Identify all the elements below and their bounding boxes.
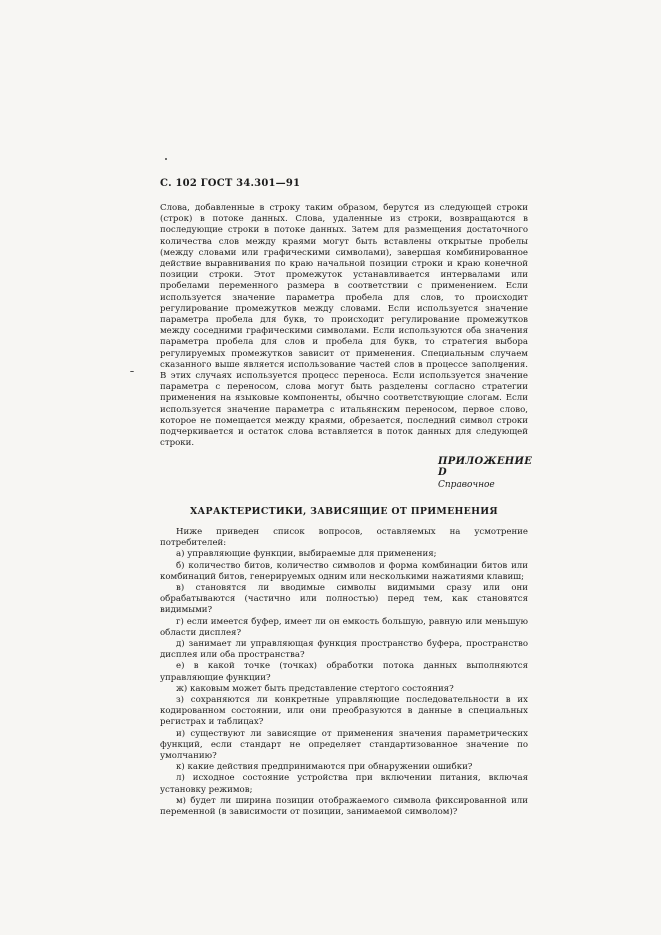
list-item: г) если имеется буфер, имеет ли он емкость большую, равную или меньшую области дисплея? (160, 616, 528, 638)
list-item: л) исходное состояние устройства при включении питания, включая установку режимов; (160, 773, 528, 795)
body-paragraph (160, 203, 528, 449)
list-item: з) сохраняются ли конкретные управляющие последовательности в их кодированном состоянии, или они преобразуются в данные в специальных регистрах и таблицах? (160, 695, 528, 728)
list-item: и) существуют ли зависящие от применения значения параметрических функций, если стандарт не определяет стандартизованное значение по умолчанию? (160, 728, 528, 762)
body-text: Слова, добавленные в строку таким образом, берутся из следующей строки (строк) в потоке данных. Слова, удаленные из строки, возвращаются в последующие строки в потоке данных. Затем для размещения достаточного количества слов между краями могут быть вставлены открытые пробелы (между словами или графическими символами), завершая комбинированное действие выравнивания по краю начальной позиции строки и краю конечной позиции строки. Этот промежуток устанавливается интервалами или пробелами переменного размера в соответствии с применением. Если используется значение параметра пробела для слов, то происходит регулирование промежутков между словами. Если используется значение параметра пробела для букв, то происходит регулирование промежутков между соседними графическими символами. Если используются оба значения параметра пробела для слов и пробела для букв, то стратегия выбора регулируемых промежутков зависит от применения. Специальным случаем сказанного выше является использование частей слов в процессе заполнения. В этих случаях используется процесс переноса. Если используется значение параметра с переносом, слова могут быть разделены согласно стратегии применения на языковые компоненты, обычно соответствующие слогам. Если используется значение параметра с итальянским переносом, первое слово, которое не помещается между краями, обрезается, последний символ строки подчеркивается и остаток слова вставляется в поток данных для следующей строки. (160, 203, 528, 449)
section-title: ХАРАКТЕРИСТИКИ, ЗАВИСЯЩИЕ ОТ ПРИМЕНЕНИЯ (189, 506, 499, 517)
list-intro: Ниже приведен список вопросов, оставляемых на усмотрение потребителей: (160, 527, 528, 549)
list-item: а) управляющие функции, выбираемые для применения; (176, 549, 437, 560)
appendix-title: ПРИЛОЖЕНИЕ D (438, 456, 533, 478)
list-item: д) занимает ли управляющая функция пространство буфера, пространство дисплея или оба пространства? (160, 639, 528, 661)
scan-speck (130, 371, 134, 372)
list-item: е) в какой точке (точках) обработки потока данных выполняются управляющие функции? (160, 661, 528, 683)
scan-speck (165, 158, 167, 160)
list-item: б) количество битов, количество символов и форма комбинации битов или комбинаций битов, генерируемых одним или несколькими нажатиями клавиш; (160, 560, 528, 582)
page-header: С. 102 ГОСТ 34.301—91 (160, 178, 301, 189)
list-item: к) какие действия предпринимаются при обнаружении ошибки? (176, 762, 473, 773)
appendix-heading (438, 456, 538, 490)
list-item: м) будет ли ширина позиции отображаемого символа фиксированной или переменной (в зависимости от позиции, занимаемой символом)? (160, 795, 528, 818)
list-item: в) становятся ли вводимые символы видимыми сразу или они обрабатываются (частично или полностью) перед тем, как становятся видимыми? (160, 583, 528, 616)
list-item: ж) каковым может быть представление стертого состояния? (176, 683, 454, 694)
question-list (160, 527, 528, 818)
appendix-subtitle: Справочное (438, 480, 495, 490)
